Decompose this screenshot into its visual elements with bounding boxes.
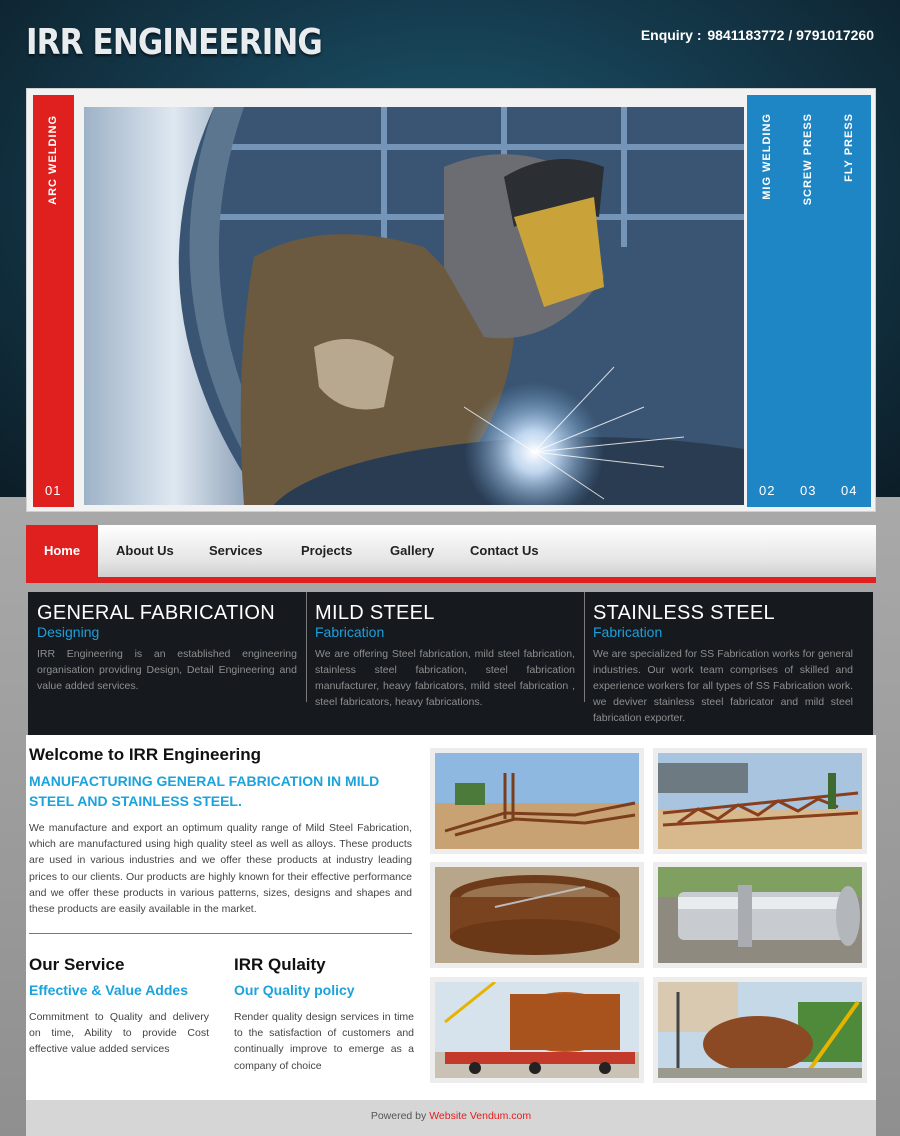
slider-tab-screw-press[interactable]: SCREW PRESS bbox=[802, 113, 814, 206]
stainless-pipe-image bbox=[658, 867, 862, 963]
slider-tab-number: 01 bbox=[45, 483, 62, 498]
main-content bbox=[26, 735, 876, 1100]
feature-subtitle: Designing bbox=[37, 624, 100, 640]
steel-ring-image bbox=[435, 867, 639, 963]
footer-prefix: Powered by bbox=[370, 1110, 427, 1122]
hero-slider bbox=[26, 88, 876, 512]
nav-home[interactable]: Home bbox=[26, 525, 98, 577]
gallery-thumb-structure-1[interactable] bbox=[430, 748, 644, 854]
enquiry-label: Enquiry : bbox=[640, 27, 702, 43]
feature-mild-steel bbox=[306, 592, 584, 735]
main-navigation bbox=[26, 525, 876, 583]
quality-subtitle: Our Quality policy bbox=[234, 982, 355, 998]
slider-tab-mig-welding[interactable]: MIG WELDING bbox=[761, 113, 773, 200]
service-text: Commitment to Quality and delivery on time, Ability to provide Cost effective value added services bbox=[29, 1011, 209, 1056]
gallery-thumb-structure-2[interactable] bbox=[653, 748, 867, 854]
slider-tab-label: ARC WELDING bbox=[47, 115, 59, 205]
feature-text: IRR Engineering is an established engineering organisation providing Design, Detail Engineering and value added services. bbox=[37, 648, 297, 692]
nav-about-us[interactable]: About Us bbox=[116, 543, 174, 558]
feature-general-fabrication bbox=[28, 592, 306, 735]
enquiry-phones: 9841183772 / 9791017260 bbox=[707, 27, 874, 43]
gallery-thumb-tank-crane[interactable] bbox=[653, 977, 867, 1083]
nav-contact-us[interactable]: Contact Us bbox=[470, 543, 539, 558]
site-logo[interactable]: IRR ENGINEERING bbox=[26, 22, 322, 63]
feature-title: GENERAL FABRICATION bbox=[37, 602, 275, 624]
steel-structure-image bbox=[435, 753, 639, 849]
footer-vendor-link[interactable]: Website Vendum.com bbox=[429, 1110, 532, 1122]
feature-subtitle: Fabrication bbox=[593, 624, 663, 640]
service-title: Our Service bbox=[29, 955, 125, 974]
feature-stainless-steel bbox=[584, 592, 873, 735]
welcome-text: We manufacture and export an optimum quality range of Mild Steel Fabrication, which are manufactured using high quality steel as well as alloys. These products are used in various industries and we offer these products at industry leading prices to our clients. Our products are highly known for their effective performance and we offer these products in various patterns, sizes, designs and shapes and these products are easily available in the market. bbox=[29, 822, 412, 916]
steel-truss-image bbox=[658, 753, 862, 849]
site-footer bbox=[26, 1100, 876, 1136]
section-divider bbox=[29, 933, 412, 934]
enquiry-info bbox=[639, 27, 874, 43]
gallery-thumb-ss-pipe[interactable] bbox=[653, 862, 867, 968]
nav-gallery[interactable]: Gallery bbox=[390, 543, 435, 558]
slider-tab-number[interactable]: 02 bbox=[759, 483, 776, 498]
tank-crane-image bbox=[658, 982, 862, 1078]
feature-title: STAINLESS STEEL bbox=[593, 602, 775, 624]
feature-title: MILD STEEL bbox=[315, 602, 435, 624]
hero-image-welder bbox=[84, 107, 744, 505]
quality-title: IRR Qulaity bbox=[234, 955, 326, 974]
slider-tab-number[interactable]: 04 bbox=[841, 483, 858, 498]
slider-tab-number[interactable]: 03 bbox=[800, 483, 817, 498]
welcome-title: Welcome to IRR Engineering bbox=[29, 745, 262, 764]
quality-text: Render quality design services in time to the satisfaction of customers and continually improve to emerge as a company of choice bbox=[234, 1011, 414, 1072]
slider-tab-arc-welding[interactable] bbox=[33, 95, 74, 507]
feature-text: We are offering Steel fabrication, mild steel fabrication, stainless steel fabrication, steel fabrication manufacturer, heavy fabricators, mild steel fabrication , steel fabricators, heavy fabrications. bbox=[315, 648, 575, 708]
feature-strip bbox=[28, 592, 873, 735]
feature-text: We are specialized for SS Fabrication works for general industries. Our work team comprises of skilled and experience workers for all types of SS Fabrication work. we deviver stainless steel fabricator and mild steel fabrication exporter. bbox=[593, 648, 853, 724]
feature-subtitle: Fabrication bbox=[315, 624, 385, 640]
nav-projects[interactable]: Projects bbox=[301, 543, 353, 558]
tank-transport-image bbox=[435, 982, 639, 1078]
gallery-thumb-tank-transport[interactable] bbox=[430, 977, 644, 1083]
nav-services[interactable]: Services bbox=[209, 543, 263, 558]
service-subtitle: Effective & Value Addes bbox=[29, 982, 188, 998]
welcome-subtitle: MANUFACTURING GENERAL FABRICATION IN MILD STEEL AND STAINLESS STEEL. bbox=[29, 773, 380, 809]
slider-tab-fly-press[interactable]: FLY PRESS bbox=[843, 113, 855, 182]
slider-tabs-right bbox=[747, 95, 871, 507]
welder-illustration bbox=[84, 107, 744, 505]
gallery-thumb-tank-ring[interactable] bbox=[430, 862, 644, 968]
